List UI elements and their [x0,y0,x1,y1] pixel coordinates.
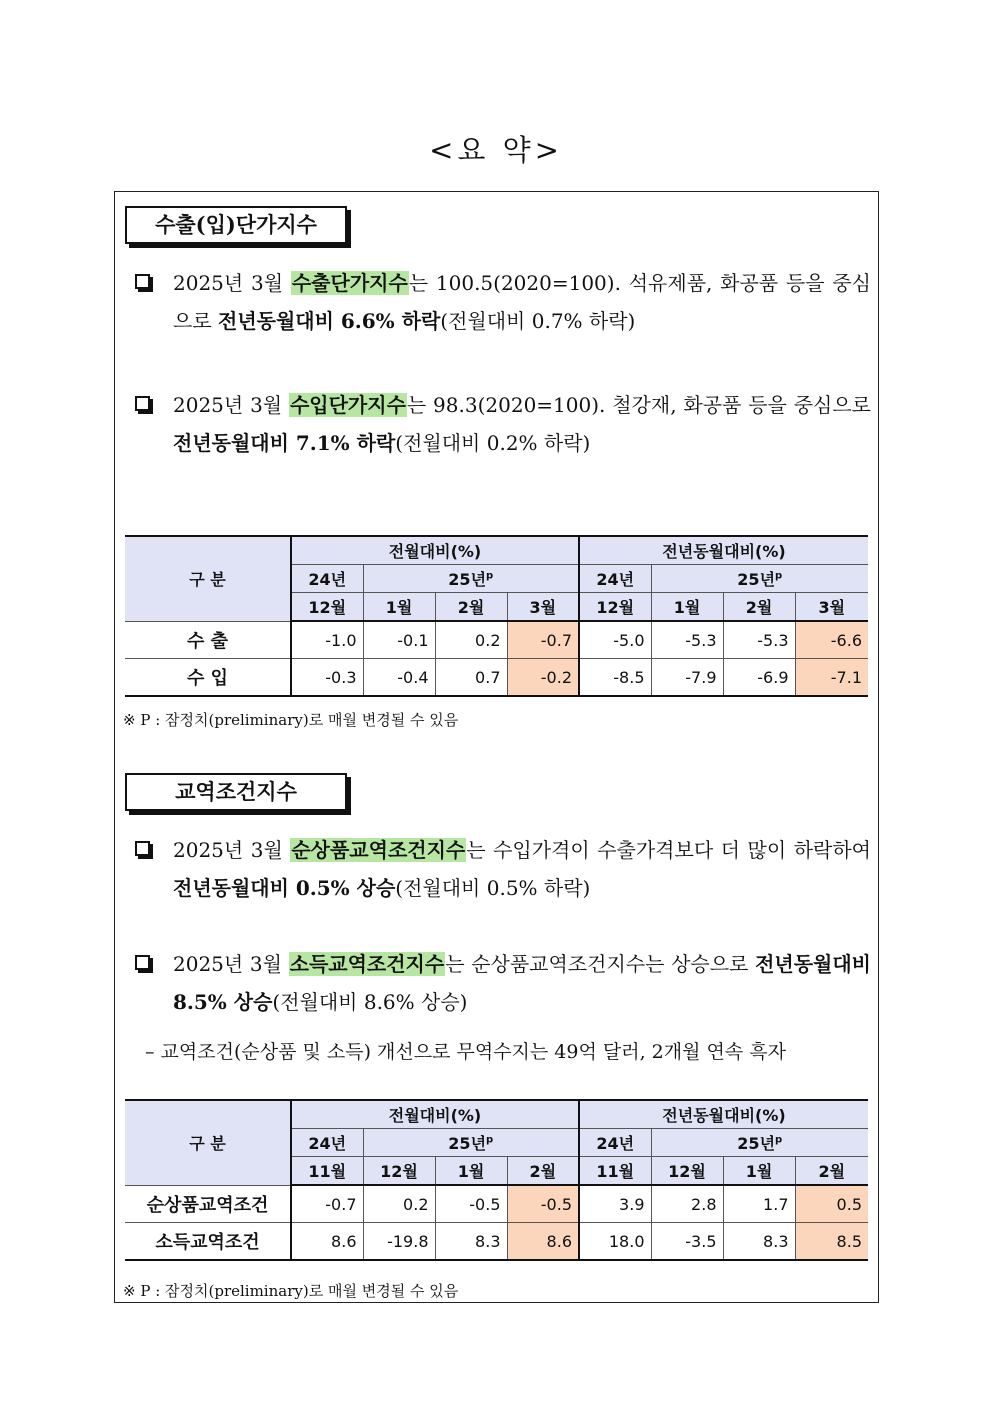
table-cell: -19.8 [363,1223,435,1261]
month-header: 2월 [435,593,507,622]
table-cell: -5.3 [723,621,795,659]
highlight-term: 소득교역조건지수 [289,952,445,976]
month-header: 12월 [363,1157,435,1186]
highlight-term: 수출단가지수 [291,271,408,295]
table-cell: -5.0 [579,621,651,659]
highlight-term: 수입단가지수 [289,393,406,417]
table-row [125,1185,868,1223]
year-header: 25년$^p$ [651,1129,868,1157]
table-cell: 18.0 [579,1223,651,1261]
terms-of-trade-table [125,1099,868,1261]
table-cell-latest: -0.7 [507,621,579,659]
month-header: 12월 [651,1157,723,1186]
table-cell-latest: -7.1 [795,659,868,697]
table-cell: 8.3 [723,1223,795,1261]
highlight-term: 순상품교역조건지수 [291,838,466,862]
month-header: 1월 [651,593,723,622]
month-header: 12월 [579,593,651,622]
month-header: 11월 [291,1157,363,1186]
bold-statement: 전년동월대비 6.6% 하락 [218,309,441,333]
table-corner: 구 분 [125,1100,291,1185]
bullet-export-price [135,264,871,340]
table-row [125,621,868,659]
month-header: 3월 [507,593,579,622]
table-cell: 0.7 [435,659,507,697]
row-label: 소득교역조건 [125,1223,291,1261]
bullet-text: 2025년 3월 [173,271,291,295]
price-index-table [125,535,868,697]
bold-statement: 전년동월대비 0.5% 상승 [173,876,396,900]
bullet-text: 는 100.5(2020=100). 석유제품, 화공품 등을 중심으로 [173,271,871,333]
year-header: 25년$^p$ [363,565,579,593]
table-cell: -0.5 [435,1185,507,1223]
table-cell: 0.2 [363,1185,435,1223]
table-cell: 3.9 [579,1185,651,1223]
table-cell: -8.5 [579,659,651,697]
table-cell: -1.0 [291,621,363,659]
table-cell-latest: 8.5 [795,1223,868,1261]
table-cell: -7.9 [651,659,723,697]
year-header: 25년$^p$ [363,1129,579,1157]
month-header: 1월 [435,1157,507,1186]
footnote: ※ P : 잠정치(preliminary)로 매월 변경될 수 있음 [123,1282,459,1300]
table-cell: 0.2 [435,621,507,659]
table-cell-latest: -6.6 [795,621,868,659]
year-header: 25년$^p$ [651,565,868,593]
group-header-mom: 전월대비(%) [291,1100,579,1129]
bullet-text: (전월대비 0.2% 하락) [395,431,591,455]
year-header: 24년 [579,565,651,593]
table-row [125,1223,868,1261]
table-row [125,659,868,697]
bold-statement: 전년동월대비 7.1% 하락 [173,431,396,455]
table-cell: -0.4 [363,659,435,697]
table-cell-latest: 8.6 [507,1223,579,1261]
month-header: 2월 [507,1157,579,1186]
month-header: 12월 [291,593,363,622]
section-heading-unit-value-index: 수출(입)단가지수 [125,206,347,244]
bullet-net-terms [135,831,871,907]
table-cell: 1.7 [723,1185,795,1223]
table-corner: 구 분 [125,536,291,621]
footnote: ※ P : 잠정치(preliminary)로 매월 변경될 수 있음 [123,711,459,729]
checkbox-bullet-icon [135,955,150,970]
row-label: 수 출 [125,621,291,659]
table-cell: -5.3 [651,621,723,659]
year-header: 24년 [291,565,363,593]
bullet-text: 2025년 3월 [173,838,291,862]
table-cell: -6.9 [723,659,795,697]
table-cell-latest: -0.2 [507,659,579,697]
section-heading-terms-of-trade: 교역조건지수 [125,773,347,811]
table-cell-latest: -0.5 [507,1185,579,1223]
table-cell: 2.8 [651,1185,723,1223]
bold-statement: 전년동월대비 8.5% 상승 [173,952,871,1014]
table-cell: -0.3 [291,659,363,697]
group-header-mom: 전월대비(%) [291,536,579,565]
bullet-text: 는 순상품교역조건지수는 상승으로 [445,952,756,976]
bullet-import-price [135,386,871,462]
table-cell: -0.1 [363,621,435,659]
bullet-text: (전월대비 0.5% 하락) [395,876,591,900]
month-header: 2월 [723,593,795,622]
row-label: 순상품교역조건 [125,1185,291,1223]
bullet-text: (전월대비 0.7% 하락) [440,309,636,333]
table-cell: -3.5 [651,1223,723,1261]
month-header: 11월 [579,1157,651,1186]
bullet-text: 2025년 3월 [173,952,289,976]
year-header: 24년 [579,1129,651,1157]
row-label: 수 입 [125,659,291,697]
bullet-text: 2025년 3월 [173,393,289,417]
checkbox-bullet-icon [135,841,150,856]
summary-frame [114,191,879,1303]
page-title: <요 약> [429,133,563,167]
month-header: 3월 [795,593,868,622]
bullet-text: (전월대비 8.6% 상승) [272,990,468,1014]
checkbox-bullet-icon [135,274,150,289]
bullet-income-terms [135,945,871,1021]
table-cell-latest: 0.5 [795,1185,868,1223]
bullet-text: 는 수입가격이 수출가격보다 더 많이 하락하여 [466,838,871,862]
table-cell: 8.6 [291,1223,363,1261]
bullet-text: 는 98.3(2020=100). 철강재, 화공품 등을 중심으로 [406,393,871,417]
checkbox-bullet-icon [135,396,150,411]
month-header: 1월 [723,1157,795,1186]
table-cell: -0.7 [291,1185,363,1223]
table-cell: 8.3 [435,1223,507,1261]
month-header: 1월 [363,593,435,622]
dash-note: – 교역조건(순상품 및 소득) 개선으로 무역수지는 49억 달러, 2개월 연속 흑자 [145,1041,786,1063]
group-header-yoy: 전년동월대비(%) [579,536,868,565]
group-header-yoy: 전년동월대비(%) [579,1100,868,1129]
year-header: 24년 [291,1129,363,1157]
month-header: 2월 [795,1157,868,1186]
